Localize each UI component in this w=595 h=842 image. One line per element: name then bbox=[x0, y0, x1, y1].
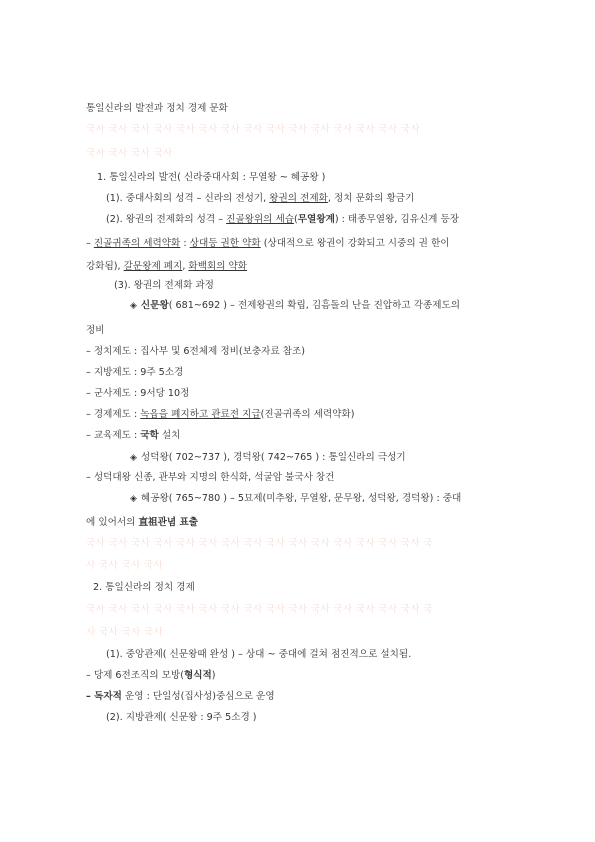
military-system: – 군사제도 : 9서당 10정 bbox=[86, 388, 190, 399]
section2-heading: 2. 통일신라의 정치 경제 bbox=[93, 582, 195, 593]
page-title: 통일신라의 발전과 정치 경제 문화 bbox=[86, 103, 228, 114]
section1-heading: 1. 통일신라의 발전( 신라중대사회 : 무열왕 ~ 혜공왕 ) bbox=[97, 172, 326, 183]
section1-item-1: (1). 중대사회의 성격 – 신라의 전성기, 왕권의 전제화, 정치 문화의 황금기 bbox=[106, 193, 415, 204]
sinmun-line: ◈ 신문왕( 681~692 ) – 전제왕권의 확립, 김흠돌의 난을 진압하고 각종제도의 bbox=[130, 300, 461, 311]
politics-system: – 정치제도 : 집사부 및 6전체제 정비(보충자료 참조) bbox=[86, 346, 306, 357]
diamond-bullet-icon: ◈ bbox=[130, 453, 137, 463]
diamond-bullet-icon: ◈ bbox=[130, 301, 137, 311]
section1-item-2-detail: – 진골귀족의 세력약화 : 상대등 권한 약화 (상대적으로 왕권이 강화되고 시중의 권 한이 bbox=[86, 238, 450, 249]
section2-item-2: (2). 지방관제( 신문왕 : 9주 5소경 ) bbox=[106, 712, 257, 723]
watermark-line: 국사 국사 국사 국사 국사 국사 국사 국사 국사 국사 국사 국사 국사 국사 국사 bbox=[86, 124, 420, 135]
local-system: – 지방제도 : 9주 5소경 bbox=[86, 367, 184, 378]
diamond-bullet-icon: ◈ bbox=[130, 494, 137, 504]
hyegong-line-cont: 에 있어서의 直祖관념 표출 bbox=[86, 517, 199, 528]
section1-item-2-detail-cont: 강화됨), 갈문왕제 폐지, 화백회의 약화 bbox=[86, 261, 248, 272]
economy-system: – 경제제도 : 녹읍을 폐지하고 관료전 지급(진골귀족의 세력약화) bbox=[86, 409, 355, 420]
watermark-line: 사 국사 국사 국사 bbox=[86, 560, 164, 571]
watermark-line: 국사 국사 국사 국사 국사 국사 국사 국사 국사 국사 국사 국사 국사 국사 국사 국 bbox=[86, 538, 433, 549]
sinmun-line-cont: 정비 bbox=[86, 325, 105, 336]
section2-item-1: (1). 중앙관제( 신문왕때 완성 ) – 상대 ~ 중대에 걸쳐 점진적으로 설치됨. bbox=[106, 649, 412, 660]
watermark-line: 국사 국사 국사 국사 bbox=[86, 148, 173, 159]
section2-item-1-detail: – 당제 6전조직의 모방(형식적) bbox=[86, 670, 216, 681]
education-system: – 교육제도 : 국학 설치 bbox=[86, 430, 181, 441]
hyegong-line: ◈ 혜공왕( 765~780 ) – 5묘제(미추왕, 무열왕, 문무왕, 성덕왕, 경덕왕) : 중대 bbox=[130, 493, 462, 504]
seongdeok-detail: – 성덕대왕 신종, 관부와 지명의 한식화, 석굴암 불국사 창건 bbox=[86, 472, 335, 483]
seongdeok-line: ◈ 성덕왕( 702~737 ), 경덕왕( 742~765 ) : 통일신라의 극성기 bbox=[130, 452, 406, 463]
watermark-line: 사 국사 국사 국사 bbox=[86, 627, 164, 638]
section2-item-1-detail-2: – 독자적 운영 : 단일성(집사성)중심으로 운영 bbox=[86, 691, 275, 702]
watermark-line: 국사 국사 국사 국사 국사 국사 국사 국사 국사 국사 국사 국사 국사 국사 국사 국 bbox=[86, 604, 433, 615]
section1-item-3: (3). 왕권의 전제화 과정 bbox=[114, 280, 214, 291]
section1-item-2: (2). 왕권의 전제화의 성격 – 진골왕위의 세습(무열왕계) : 태종무열왕, 김유신계 등장 bbox=[106, 214, 460, 225]
